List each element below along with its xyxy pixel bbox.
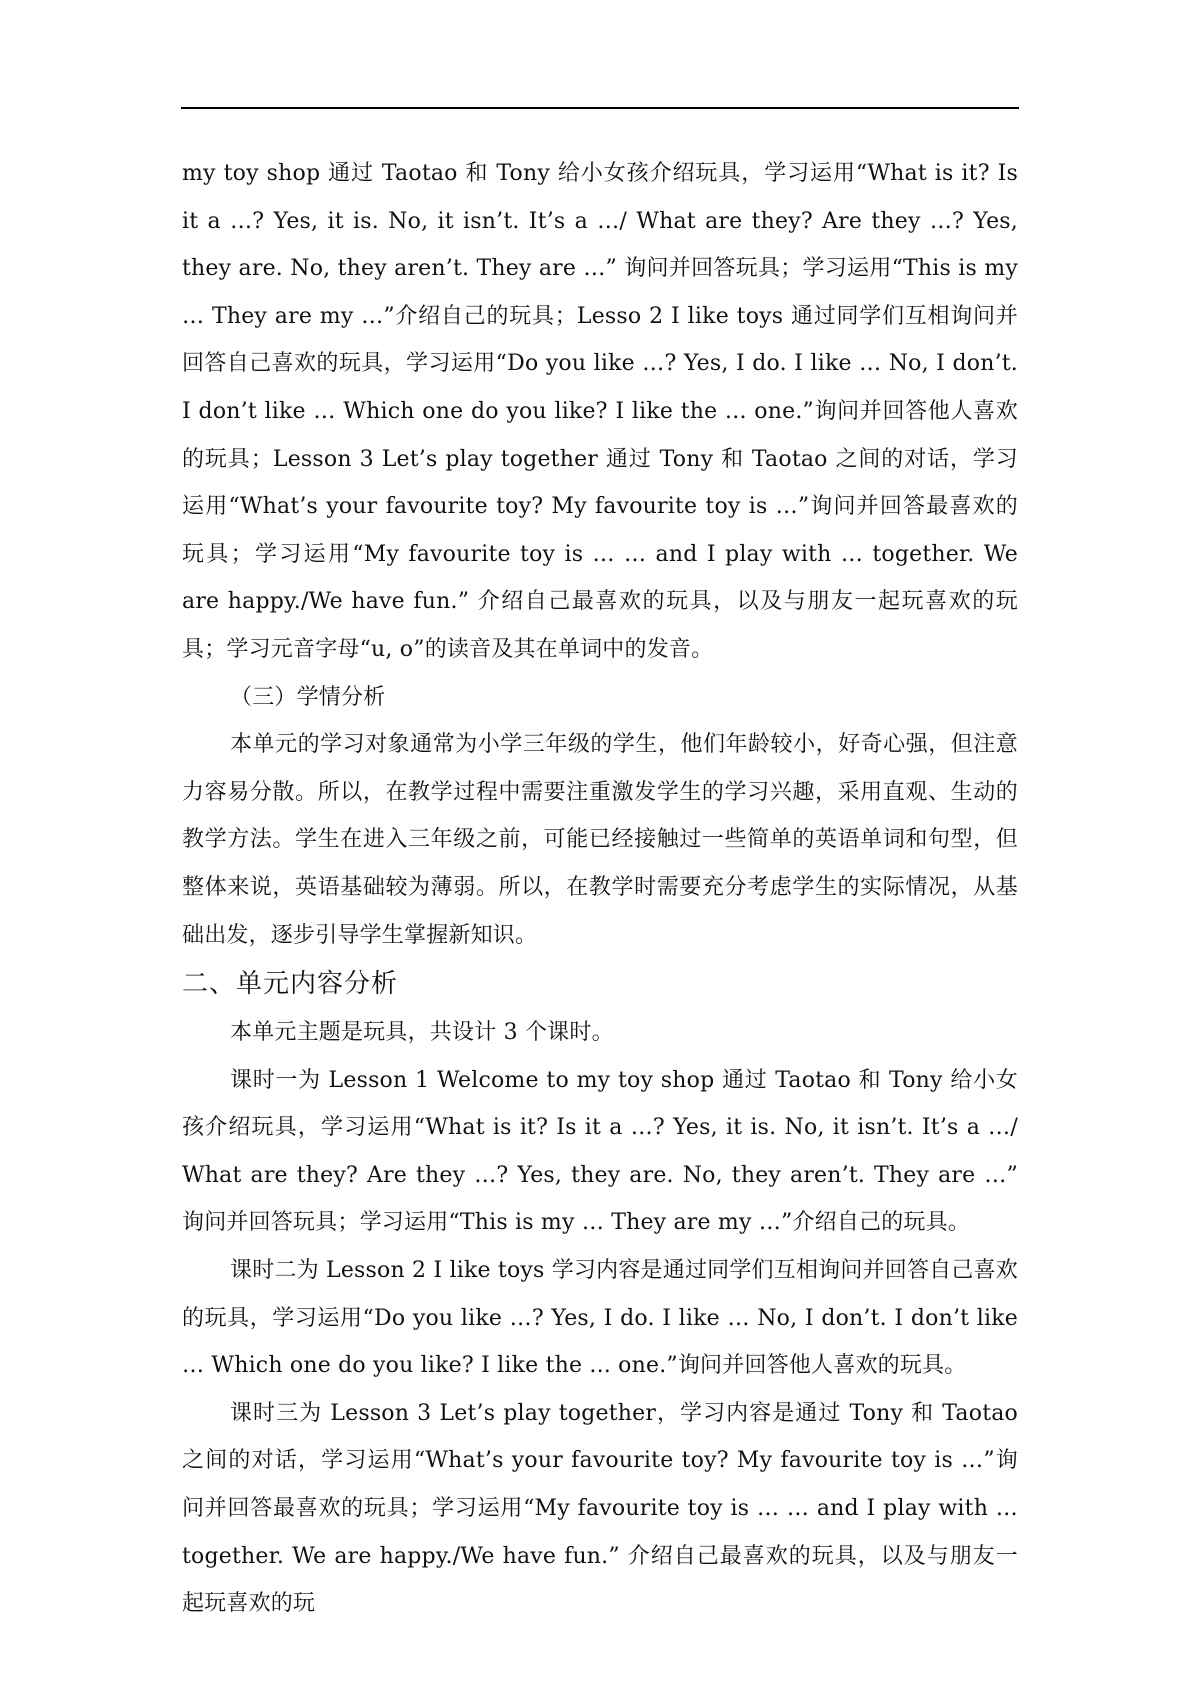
body-paragraph-lesson-2: 课时二为 Lesson 2 I like toys 学习内容是通过同学们互相询问并回答自己喜欢的玩具，学习运用“Do you like …? Yes, I do. I like … No, I don’t. I don’t like … Which one do you like? I like the ... one.”询问并回答他人喜欢的玩具。 [182, 1258, 1018, 1379]
section-heading-unit-content-analysis: 二、单元内容分析 [182, 969, 399, 1000]
header-rule [181, 107, 1019, 109]
body-paragraph-lesson-1: 课时一为 Lesson 1 Welcome to my toy shop 通过 Taotao 和 Tony 给小女孩介绍玩具，学习运用“What is it? Is it a …? Yes, it is. No, it isn’t. It’s a …/ What are they? Are they …? Yes, they are. No, they aren’t. They are …” 询问并回答玩具；学习运用“This is my … They are my …”介绍自己的玩具。 [182, 1067, 1018, 1236]
body-paragraph-learner-analysis: 本单元的学习对象通常为小学三年级的学生，他们年龄较小，好奇心强，但注意力容易分散。所以，在教学过程中需要注重激发学生的学习兴趣，采用直观、生动的教学方法。学生在进入三年级之前，可能已经接触过一些简单的英语单词和句型，但整体来说，英语基础较为薄弱。所以，在教学时需要充分考虑学生的实际情况，从基础出发，逐步引导学生掌握新知识。 [182, 732, 1018, 948]
body-paragraph-continued: my toy shop 通过 Taotao 和 Tony 给小女孩介绍玩具，学习运用“What is it? Is it a …? Yes, it is. No, it isn’t. It’s a …/ What are they? Are they …? Yes, they are. No, they aren’t. They are …” 询问并回答玩具；学习运用“This is my … They are my …”介绍自己的玩具；Lesso 2 I like toys 通过同学们互相询问并回答自己喜欢的玩具，学习运用“Do you like …? Yes, I do. I like … No, I don’t. I don’t like … Which one do you like? I like the ... one.”询问并回答他人喜欢的玩具；Lesson 3 Let’s play together 通过 Tony 和 Taotao 之间的对话，学习运用“What’s your favourite toy? My favourite toy is …”询问并回答最喜欢的玩具；学习运用“My favourite toy is … … and I play with … together. We are happy./We have fun.” 介绍自己最喜欢的玩具，以及与朋友一起玩喜欢的玩具；学习元音字母“u, o”的读音及其在单词中的发音。 [182, 161, 1018, 662]
document-body [182, 150, 1018, 1628]
body-paragraph-lesson-3: 课时三为 Lesson 3 Let’s play together，学习内容是通过 Tony 和 Taotao 之间的对话，学习运用“What’s your favourite toy? My favourite toy is …”询问并回答最喜欢的玩具；学习运用“My favourite toy is … … and I play with … together. We are happy./We have fun.” 介绍自己最喜欢的玩具，以及与朋友一起玩喜欢的玩 [182, 1400, 1018, 1617]
subheading-learner-analysis: （三）学情分析 [230, 684, 386, 710]
body-paragraph-unit-theme: 本单元主题是玩具，共设计 3 个课时。 [230, 1020, 614, 1046]
